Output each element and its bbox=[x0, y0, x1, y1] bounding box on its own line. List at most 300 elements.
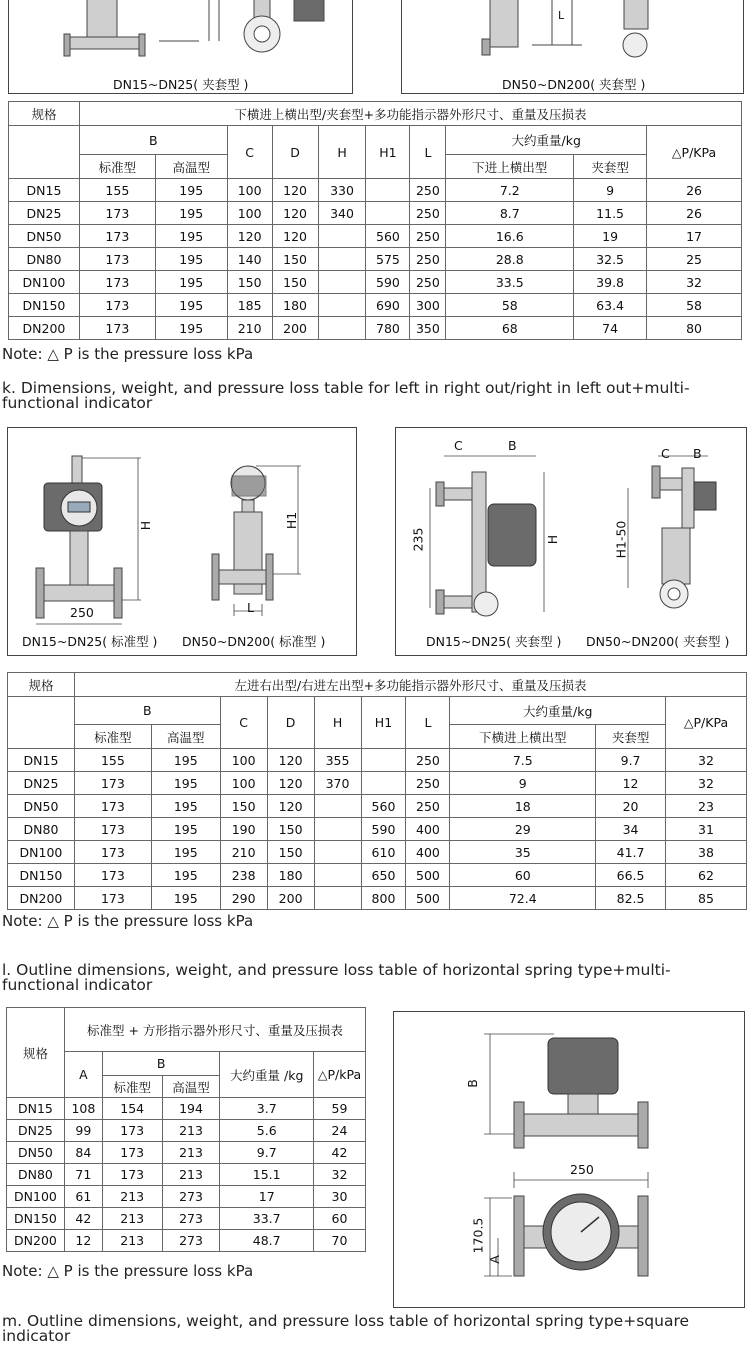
cell: 185 bbox=[227, 294, 272, 317]
dim-label-H: H bbox=[138, 520, 154, 531]
cell: 194 bbox=[162, 1098, 220, 1120]
dim-label-H: H bbox=[545, 534, 561, 545]
table-row bbox=[8, 864, 747, 887]
header-standard: 标准型 bbox=[102, 1076, 162, 1098]
cell: 350 bbox=[410, 317, 446, 340]
cell: 7.2 bbox=[446, 179, 574, 202]
cell: 25 bbox=[647, 248, 742, 271]
cell: 100 bbox=[227, 202, 272, 225]
cell: 195 bbox=[151, 864, 220, 887]
cell: 340 bbox=[318, 202, 366, 225]
cell: 195 bbox=[151, 772, 220, 795]
dim-label-L: L bbox=[558, 9, 565, 22]
cell: 173 bbox=[102, 1164, 162, 1186]
cell: 213 bbox=[102, 1230, 162, 1252]
cell: 330 bbox=[318, 179, 366, 202]
cell: DN80 bbox=[8, 818, 75, 841]
header-spec: 规格 bbox=[9, 102, 80, 126]
header-weight-type1: 下进上横出型 bbox=[446, 155, 574, 179]
cell bbox=[314, 841, 361, 864]
cell: 16.6 bbox=[446, 225, 574, 248]
caption-dn50-dn200-jacket: DN50~DN200( 夹套型 ) bbox=[586, 634, 730, 649]
caption-dn15-dn25-standard: DN15~DN25( 标准型 ) bbox=[22, 634, 158, 649]
cell: 155 bbox=[74, 749, 151, 772]
cell: 173 bbox=[102, 1142, 162, 1164]
cell: 300 bbox=[410, 294, 446, 317]
cell: 650 bbox=[361, 864, 406, 887]
cell: 195 bbox=[155, 225, 227, 248]
cell: 500 bbox=[406, 887, 450, 910]
cell: 32.5 bbox=[574, 248, 647, 271]
cell: 210 bbox=[220, 841, 267, 864]
cell bbox=[314, 795, 361, 818]
cell: 99 bbox=[64, 1120, 102, 1142]
table-body bbox=[8, 749, 747, 910]
cell: 195 bbox=[151, 887, 220, 910]
cell: DN15 bbox=[7, 1098, 65, 1120]
cell: 48.7 bbox=[220, 1230, 314, 1252]
table-row bbox=[8, 772, 747, 795]
cell: 173 bbox=[74, 818, 151, 841]
table-row bbox=[7, 1186, 366, 1208]
cell: 11.5 bbox=[574, 202, 647, 225]
cell: 120 bbox=[267, 795, 314, 818]
dim-label-C: C bbox=[454, 438, 463, 453]
cell: 590 bbox=[366, 271, 410, 294]
cell: 173 bbox=[79, 317, 155, 340]
dim-label-L: L bbox=[247, 600, 254, 615]
cell: 41.7 bbox=[596, 841, 666, 864]
header-spec: 规格 bbox=[7, 1008, 65, 1098]
cell: 250 bbox=[410, 202, 446, 225]
table-row bbox=[7, 1142, 366, 1164]
header-high-temp: 高温型 bbox=[151, 725, 220, 749]
cell: 200 bbox=[267, 887, 314, 910]
header-h: H bbox=[314, 697, 361, 749]
cell: 154 bbox=[102, 1098, 162, 1120]
cell: 32 bbox=[666, 772, 747, 795]
cell bbox=[318, 271, 366, 294]
cell: 100 bbox=[220, 772, 267, 795]
cell bbox=[314, 864, 361, 887]
header-a: A bbox=[64, 1052, 102, 1098]
header-weight-jacket: 夹套型 bbox=[596, 725, 666, 749]
table-title: 标准型 + 方形指示器外形尺寸、重量及压损表 bbox=[64, 1008, 365, 1052]
cell: 273 bbox=[162, 1186, 220, 1208]
table-row bbox=[9, 317, 742, 340]
cell: 8.7 bbox=[446, 202, 574, 225]
table-body bbox=[7, 1098, 366, 1252]
cell: 34 bbox=[596, 818, 666, 841]
cell: 150 bbox=[220, 795, 267, 818]
cell: DN150 bbox=[9, 294, 80, 317]
dim-label-235: 235 bbox=[410, 527, 426, 552]
header-d: D bbox=[272, 126, 318, 179]
cell bbox=[314, 887, 361, 910]
cell: 84 bbox=[64, 1142, 102, 1164]
cell: 273 bbox=[162, 1230, 220, 1252]
table-row bbox=[9, 179, 742, 202]
cell: 195 bbox=[155, 271, 227, 294]
cell: 173 bbox=[74, 864, 151, 887]
cell: 85 bbox=[666, 887, 747, 910]
cell: 355 bbox=[314, 749, 361, 772]
header-weight-type1: 下横进上横出型 bbox=[450, 725, 596, 749]
cell: 15.1 bbox=[220, 1164, 314, 1186]
cell: 173 bbox=[102, 1120, 162, 1142]
header-l: L bbox=[410, 126, 446, 179]
cell: 18 bbox=[450, 795, 596, 818]
cell: 120 bbox=[272, 202, 318, 225]
cell: 26 bbox=[647, 179, 742, 202]
dim-label-H1: H1 bbox=[284, 511, 300, 530]
cell: 575 bbox=[366, 248, 410, 271]
cell: 9.7 bbox=[220, 1142, 314, 1164]
cell: 71 bbox=[64, 1164, 102, 1186]
cell: 35 bbox=[450, 841, 596, 864]
cell: DN200 bbox=[7, 1230, 65, 1252]
header-weight: 大约重量 /kg bbox=[220, 1052, 314, 1098]
cell: 9.7 bbox=[596, 749, 666, 772]
dim-label-250: 250 bbox=[70, 605, 94, 620]
cell: 120 bbox=[267, 749, 314, 772]
cell: 30 bbox=[314, 1186, 366, 1208]
caption-dn50-dn200-jacket: DN50~DN200( 夹套型 ) bbox=[502, 77, 646, 92]
cell: DN15 bbox=[9, 179, 80, 202]
cell: 33.5 bbox=[446, 271, 574, 294]
section-heading-k bbox=[2, 381, 690, 411]
cell bbox=[318, 248, 366, 271]
cell: 42 bbox=[314, 1142, 366, 1164]
cell: 26 bbox=[647, 202, 742, 225]
table-row bbox=[7, 1098, 366, 1120]
cell: 9 bbox=[450, 772, 596, 795]
cell: 250 bbox=[410, 179, 446, 202]
flowmeter-standard-drawing bbox=[8, 428, 358, 657]
heading-line: functional indicator bbox=[2, 976, 153, 994]
cell: 610 bbox=[361, 841, 406, 864]
table-title: 下横进上横出型/夹套型+多功能指示器外形尺寸、重量及压损表 bbox=[79, 102, 741, 126]
cell: 61 bbox=[64, 1186, 102, 1208]
dim-label-B: B bbox=[693, 446, 702, 461]
cell: 150 bbox=[227, 271, 272, 294]
cell: 150 bbox=[267, 841, 314, 864]
cell: 560 bbox=[366, 225, 410, 248]
cell: 155 bbox=[79, 179, 155, 202]
cell: DN80 bbox=[9, 248, 80, 271]
cell bbox=[361, 749, 406, 772]
header-weight: 大约重量/kg bbox=[446, 126, 647, 155]
cell: 5.6 bbox=[220, 1120, 314, 1142]
cell bbox=[318, 225, 366, 248]
header-d: D bbox=[267, 697, 314, 749]
header-h1: H1 bbox=[366, 126, 410, 179]
header-c: C bbox=[227, 126, 272, 179]
cell: DN100 bbox=[7, 1186, 65, 1208]
cell: 31 bbox=[666, 818, 747, 841]
cell: 370 bbox=[314, 772, 361, 795]
header-b: B bbox=[102, 1052, 220, 1076]
cell: DN200 bbox=[9, 317, 80, 340]
header-h: H bbox=[318, 126, 366, 179]
heading-line: indicator bbox=[2, 1327, 71, 1345]
section-heading-m bbox=[2, 1314, 689, 1344]
cell: 210 bbox=[227, 317, 272, 340]
cell bbox=[366, 202, 410, 225]
cell: 72.4 bbox=[450, 887, 596, 910]
heading-line: m. Outline dimensions, weight, and pressure loss table of horizontal spring type+square bbox=[2, 1312, 690, 1330]
heading-line: functional indicator bbox=[2, 394, 153, 412]
header-l: L bbox=[406, 697, 450, 749]
cell: 80 bbox=[647, 317, 742, 340]
cell: 195 bbox=[151, 841, 220, 864]
cell: 150 bbox=[267, 818, 314, 841]
cell: DN25 bbox=[9, 202, 80, 225]
cell: DN200 bbox=[8, 887, 75, 910]
dim-label-C: C bbox=[661, 446, 670, 461]
dim-label-170-5: 170.5 bbox=[470, 1217, 486, 1254]
header-h1: H1 bbox=[361, 697, 406, 749]
cell: 68 bbox=[446, 317, 574, 340]
cell: 195 bbox=[151, 749, 220, 772]
cell: 58 bbox=[647, 294, 742, 317]
header-weight-jacket: 夹套型 bbox=[574, 155, 647, 179]
table-row bbox=[9, 248, 742, 271]
dim-label-B: B bbox=[464, 1079, 480, 1088]
drawing-panel-standard bbox=[7, 427, 357, 656]
cell: 120 bbox=[227, 225, 272, 248]
cell: DN25 bbox=[8, 772, 75, 795]
cell: 120 bbox=[272, 179, 318, 202]
cell: 250 bbox=[410, 248, 446, 271]
cell: 12 bbox=[64, 1230, 102, 1252]
dim-label-250: 250 bbox=[570, 1162, 594, 1177]
cell: 180 bbox=[267, 864, 314, 887]
table-row bbox=[7, 1164, 366, 1186]
drawing-panel-jacket bbox=[395, 427, 747, 656]
cell: 24 bbox=[314, 1120, 366, 1142]
header-b: B bbox=[74, 697, 220, 725]
cell: 400 bbox=[406, 818, 450, 841]
cell: 195 bbox=[155, 317, 227, 340]
cell: 7.5 bbox=[450, 749, 596, 772]
cell: 39.8 bbox=[574, 271, 647, 294]
cell: 60 bbox=[450, 864, 596, 887]
table-title: 左进右出型/右进左出型+多功能指示器外形尺寸、重量及压损表 bbox=[74, 673, 746, 697]
cell: 12 bbox=[596, 772, 666, 795]
header-pressure-loss: △P/KPa bbox=[666, 697, 747, 749]
cell: 29 bbox=[450, 818, 596, 841]
cell: 173 bbox=[79, 225, 155, 248]
heading-line: l. Outline dimensions, weight, and pressure loss table of horizontal spring type+multi- bbox=[2, 961, 671, 979]
cell: DN100 bbox=[9, 271, 80, 294]
cell bbox=[318, 317, 366, 340]
cell bbox=[314, 818, 361, 841]
cell: 173 bbox=[79, 248, 155, 271]
cell: 60 bbox=[314, 1208, 366, 1230]
table-row bbox=[8, 841, 747, 864]
header-spec: 规格 bbox=[8, 673, 75, 697]
note-pressure-loss: Note: △ P is the pressure loss kPa bbox=[2, 345, 254, 363]
cell: 180 bbox=[272, 294, 318, 317]
cell: 120 bbox=[267, 772, 314, 795]
cell: 74 bbox=[574, 317, 647, 340]
cell: 42 bbox=[64, 1208, 102, 1230]
cell: DN150 bbox=[8, 864, 75, 887]
cell: 560 bbox=[361, 795, 406, 818]
dim-label-A: A bbox=[486, 1255, 502, 1264]
cell: 100 bbox=[227, 179, 272, 202]
drawing-panel-jacket-left bbox=[8, 0, 353, 94]
cell: 290 bbox=[220, 887, 267, 910]
cell: 63.4 bbox=[574, 294, 647, 317]
cell: 195 bbox=[155, 294, 227, 317]
header-high-temp: 高温型 bbox=[162, 1076, 220, 1098]
flowmeter-jacket-drawing bbox=[396, 428, 748, 657]
note-pressure-loss: Note: △ P is the pressure loss kPa bbox=[2, 912, 254, 930]
cell: 213 bbox=[162, 1142, 220, 1164]
header-weight: 大约重量/kg bbox=[450, 697, 666, 725]
cell: DN50 bbox=[8, 795, 75, 818]
cell: 173 bbox=[74, 795, 151, 818]
cell: 9 bbox=[574, 179, 647, 202]
cell: DN15 bbox=[8, 749, 75, 772]
cell: 195 bbox=[155, 248, 227, 271]
header-pressure-loss: △P/kPa bbox=[314, 1052, 366, 1098]
cell bbox=[318, 294, 366, 317]
header-standard: 标准型 bbox=[79, 155, 155, 179]
spec-table-bottom-in-top-out bbox=[8, 101, 742, 340]
drawing-panel-jacket-right bbox=[401, 0, 744, 94]
heading-line: k. Dimensions, weight, and pressure loss table for left in right out/right in left out+multi- bbox=[2, 379, 690, 397]
table-row bbox=[7, 1230, 366, 1252]
cell: 273 bbox=[162, 1208, 220, 1230]
cell: 28.8 bbox=[446, 248, 574, 271]
table-body bbox=[9, 179, 742, 340]
table-row bbox=[8, 887, 747, 910]
dim-label-H1-50: H1-50 bbox=[613, 520, 629, 559]
cell: DN25 bbox=[7, 1120, 65, 1142]
cell: 82.5 bbox=[596, 887, 666, 910]
cell: 23 bbox=[666, 795, 747, 818]
caption-dn50-dn200-standard: DN50~DN200( 标准型 ) bbox=[182, 634, 326, 649]
header-b: B bbox=[79, 126, 227, 155]
cell: 250 bbox=[410, 225, 446, 248]
header-c: C bbox=[220, 697, 267, 749]
cell: 195 bbox=[155, 179, 227, 202]
header-pressure-loss: △P/KPa bbox=[647, 126, 742, 179]
cell: 58 bbox=[446, 294, 574, 317]
spec-table-left-right bbox=[7, 672, 747, 910]
table-row bbox=[9, 202, 742, 225]
cell: 32 bbox=[314, 1164, 366, 1186]
cell: 32 bbox=[647, 271, 742, 294]
cell: 173 bbox=[79, 294, 155, 317]
cell: 120 bbox=[272, 225, 318, 248]
cell: 690 bbox=[366, 294, 410, 317]
cell: DN80 bbox=[7, 1164, 65, 1186]
table-row bbox=[8, 818, 747, 841]
cell: 173 bbox=[79, 202, 155, 225]
cell: 250 bbox=[406, 749, 450, 772]
cell: 195 bbox=[151, 795, 220, 818]
cell: 250 bbox=[406, 772, 450, 795]
cell: 173 bbox=[74, 772, 151, 795]
table-row bbox=[9, 271, 742, 294]
cell: 108 bbox=[64, 1098, 102, 1120]
cell: 33.7 bbox=[220, 1208, 314, 1230]
cell: 238 bbox=[220, 864, 267, 887]
cell: DN50 bbox=[9, 225, 80, 248]
caption-dn15-dn25-jacket: DN15~DN25( 夹套型 ) bbox=[426, 634, 562, 649]
cell: 70 bbox=[314, 1230, 366, 1252]
header-standard: 标准型 bbox=[74, 725, 151, 749]
cell: 190 bbox=[220, 818, 267, 841]
cell: 150 bbox=[272, 248, 318, 271]
table-row bbox=[9, 294, 742, 317]
cell: 66.5 bbox=[596, 864, 666, 887]
horizontal-spring-drawing bbox=[394, 1012, 746, 1309]
cell: 213 bbox=[102, 1186, 162, 1208]
cell: 800 bbox=[361, 887, 406, 910]
cell: 19 bbox=[574, 225, 647, 248]
cell: 32 bbox=[666, 749, 747, 772]
cell: 173 bbox=[74, 887, 151, 910]
cell: 780 bbox=[366, 317, 410, 340]
header-high-temp: 高温型 bbox=[155, 155, 227, 179]
cell: 195 bbox=[151, 818, 220, 841]
cell: 173 bbox=[79, 271, 155, 294]
table-row bbox=[8, 795, 747, 818]
cell: 17 bbox=[647, 225, 742, 248]
cell: 38 bbox=[666, 841, 747, 864]
cell: 20 bbox=[596, 795, 666, 818]
cell: 213 bbox=[162, 1164, 220, 1186]
drawing-panel-horizontal-spring bbox=[393, 1011, 745, 1308]
cell: 213 bbox=[102, 1208, 162, 1230]
cell bbox=[361, 772, 406, 795]
table-row bbox=[7, 1120, 366, 1142]
cell bbox=[366, 179, 410, 202]
cell: 150 bbox=[272, 271, 318, 294]
cell: 195 bbox=[155, 202, 227, 225]
cell: 500 bbox=[406, 864, 450, 887]
table-row bbox=[8, 749, 747, 772]
cell: DN150 bbox=[7, 1208, 65, 1230]
section-heading-l bbox=[2, 963, 671, 993]
cell: 140 bbox=[227, 248, 272, 271]
note-pressure-loss: Note: △ P is the pressure loss kPa bbox=[2, 1262, 254, 1280]
table-row bbox=[9, 225, 742, 248]
cell: 200 bbox=[272, 317, 318, 340]
cell: 17 bbox=[220, 1186, 314, 1208]
cell: 250 bbox=[410, 271, 446, 294]
cell: 400 bbox=[406, 841, 450, 864]
table-row bbox=[7, 1208, 366, 1230]
cell: 250 bbox=[406, 795, 450, 818]
cell: DN100 bbox=[8, 841, 75, 864]
cell: DN50 bbox=[7, 1142, 65, 1164]
cell: 590 bbox=[361, 818, 406, 841]
cell: 3.7 bbox=[220, 1098, 314, 1120]
spec-table-horizontal-spring bbox=[6, 1007, 366, 1252]
cell: 213 bbox=[162, 1120, 220, 1142]
cell: 59 bbox=[314, 1098, 366, 1120]
dim-label-B: B bbox=[508, 438, 517, 453]
cell: 100 bbox=[220, 749, 267, 772]
cell: 173 bbox=[74, 841, 151, 864]
caption-dn15-dn25-jacket: DN15~DN25( 夹套型 ) bbox=[113, 77, 249, 92]
